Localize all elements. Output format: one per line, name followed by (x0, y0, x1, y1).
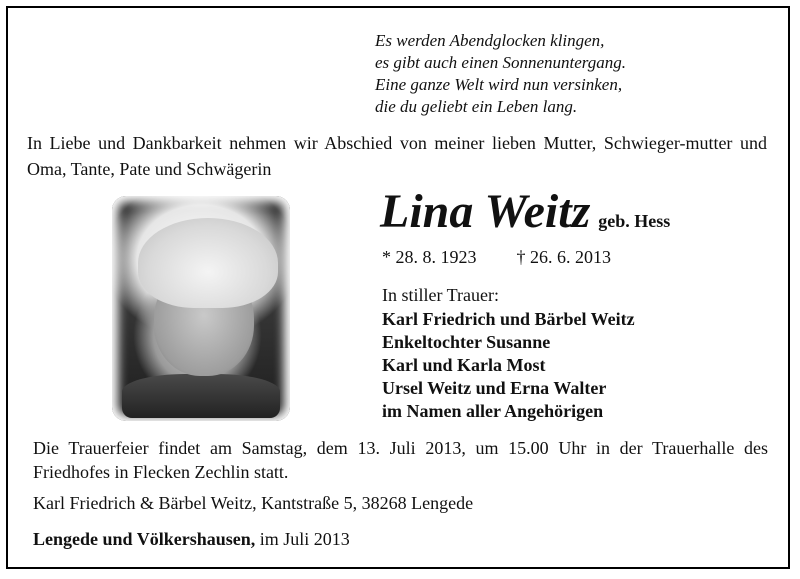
deceased-name: Lina Weitz (380, 185, 591, 238)
funeral-service-text: Die Trauerfeier findet am Samstag, dem 13. Juli 2013, um 15.00 Uhr in der Trauerhalle des Friedhofes in Flecken Zechlin statt. (33, 438, 768, 482)
mourner-name: im Namen aller Angehörigen (382, 401, 604, 421)
place-date: im Juli 2013 (259, 529, 350, 549)
deceased-name-row (380, 186, 670, 238)
mourner-name: Ursel Weitz und Erna Walter (382, 378, 607, 398)
family-address: Karl Friedrich & Bärbel Weitz, Kantstraße 5, 38268 Lengede (33, 493, 474, 513)
portrait-photo (112, 196, 290, 421)
mourners-block (382, 284, 635, 423)
poem-line: es gibt auch einen Sonnenuntergang. (375, 53, 627, 72)
poem-line: die du geliebt ein Leben lang. (375, 97, 578, 116)
intro-text: In Liebe und Dankbarkeit nehmen wir Abschied von meiner lieben Mutter, Schwieger-mutter und Oma, Tante, Pate und Schwägerin (27, 133, 767, 179)
maiden-name: geb. Hess (598, 211, 671, 231)
mourner-name: Enkeltochter Susanne (382, 332, 551, 352)
birth-date: * 28. 8. 1923 (382, 247, 477, 267)
mourners-label: In stiller Trauer: (382, 285, 499, 305)
mourner-name: Karl Friedrich und Bärbel Weitz (382, 309, 635, 329)
poem-line: Eine ganze Welt wird nun versinken, (375, 75, 623, 94)
place-locations: Lengede und Völkershausen, (33, 529, 256, 549)
death-date: † 26. 6. 2013 (516, 247, 611, 267)
mourner-name: Karl und Karla Most (382, 355, 546, 375)
poem-line: Es werden Abendglocken klingen, (375, 31, 605, 50)
life-dates (382, 245, 611, 269)
place-and-date (33, 527, 350, 551)
poem (375, 30, 626, 118)
